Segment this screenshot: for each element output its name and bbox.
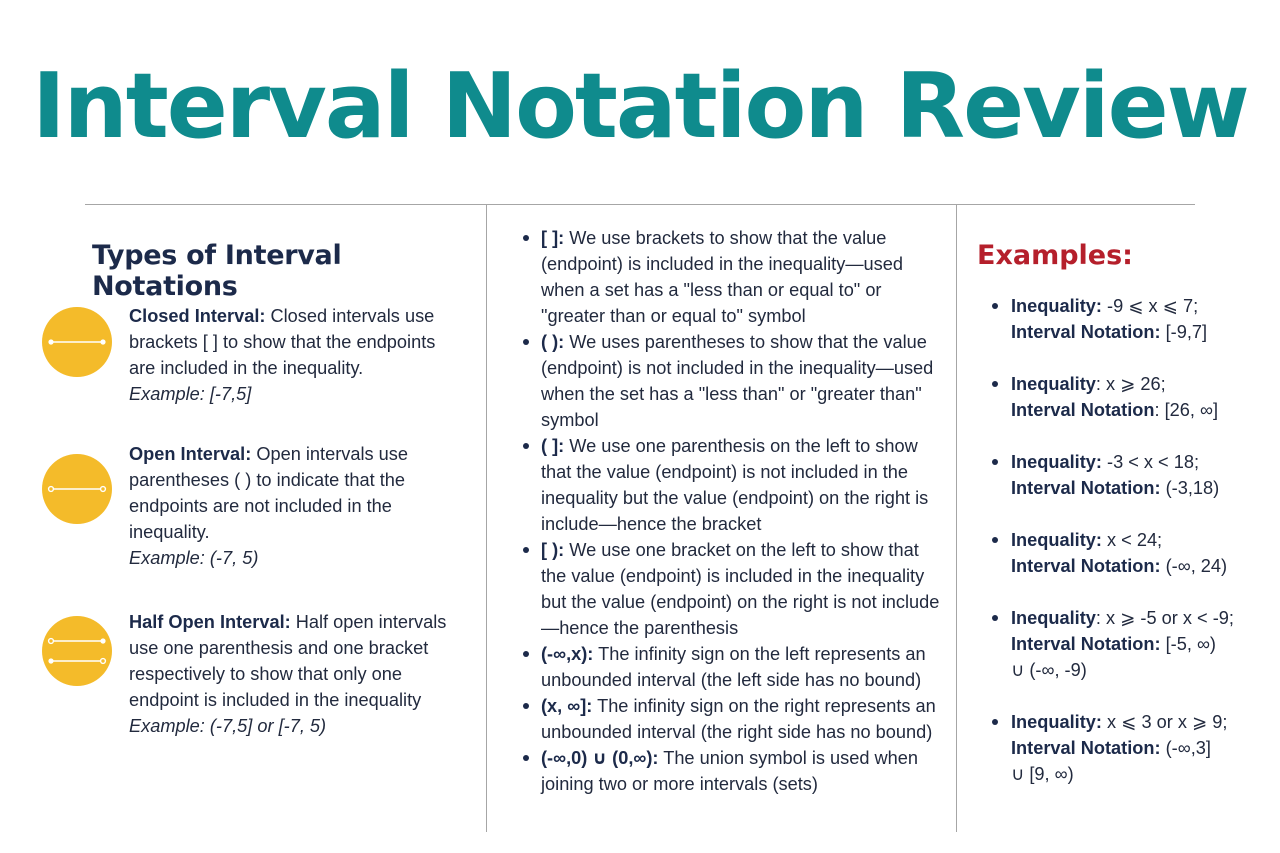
notation-explanation: The infinity sign on the left represents an unbounded interval (the left side has no bound) [541, 644, 926, 690]
examples-list [990, 293, 1270, 813]
half-open-interval-label: Half Open Interval: [129, 612, 291, 632]
notation-explanation: We uses parentheses to show that the value (endpoint) is not included in the inequality—used when the set has a "less than" or "greater than" symbol [541, 332, 934, 430]
notation-explanation: We use brackets to show that the value (endpoint) is included in the inequality—used when a set has a "less than or equal to" or "greater than or equal to" symbol [541, 228, 903, 326]
interval-notation-label: Interval Notation: [1011, 322, 1161, 342]
list-item [518, 693, 948, 745]
example-item [990, 293, 1270, 345]
types-heading: Types of Interval Notations [92, 240, 342, 302]
notation-explanation: We use one bracket on the left to show that the value (endpoint) is included in the inequality but the value (endpoint) on the right is not include—hence the parenthesis [541, 540, 940, 638]
list-item [518, 225, 948, 329]
open-interval-icon [42, 454, 112, 524]
example-item [990, 605, 1270, 683]
inequality-value: -3 < x < 18; [1101, 452, 1200, 472]
closed-interval-description [129, 303, 459, 407]
notation-symbol: [ ]: [541, 228, 565, 248]
example-item [990, 449, 1270, 501]
page-title: Interval Notation Review [32, 54, 1248, 159]
interval-notation-label: Interval Notation [1011, 400, 1155, 420]
inequality-value: -9 ⩽ x ⩽ 7; [1101, 296, 1199, 316]
inequality-value: x ⩽ 3 or x ⩾ 9; [1101, 712, 1228, 732]
examples-heading: Examples: [977, 240, 1133, 271]
title-divider [85, 204, 1195, 205]
half-open-interval-description [129, 609, 459, 739]
example-item [990, 527, 1270, 579]
inequality-label: Inequality: [1011, 712, 1102, 732]
list-item [518, 433, 948, 537]
list-item [518, 329, 948, 433]
open-interval-label: Open Interval: [129, 444, 252, 464]
list-item [518, 641, 948, 693]
half-open-interval-text: Half open intervals use one parenthesis and one bracket respectively to show that only one endpoint is included in the inequality [129, 612, 447, 710]
notation-symbol: ( ]: [541, 436, 565, 456]
example-item [990, 709, 1270, 787]
example-item [990, 371, 1270, 423]
notation-explanations-list [518, 225, 948, 797]
closed-interval-label: Closed Interval: [129, 306, 266, 326]
notation-symbol: [ ): [541, 540, 565, 560]
interval-notation-union: ∪ (-∞, -9) [1011, 660, 1087, 680]
interval-notation-label: Interval Notation: [1011, 634, 1161, 654]
open-interval-example: Example: (-7, 5) [129, 548, 259, 568]
open-interval-description [129, 441, 459, 571]
notation-symbol: (x, ∞]: [541, 696, 593, 716]
closed-interval-text: Closed intervals use brackets [ ] to show that the endpoints are included in the inequality. [129, 306, 436, 378]
interval-notation-union: ∪ [9, ∞) [1011, 764, 1074, 784]
inequality-value: x < 24; [1101, 530, 1163, 550]
inequality-label: Inequality: [1011, 452, 1102, 472]
inequality-label: Inequality [1011, 608, 1096, 628]
inequality-value: : x ⩾ -5 or x < -9; [1095, 608, 1234, 628]
notation-explanation: The union symbol is used when joining two or more intervals (sets) [541, 748, 918, 794]
interval-notation-value: (-∞,3] [1160, 738, 1211, 758]
notation-symbol: ( ): [541, 332, 565, 352]
half-open-interval-example: Example: (-7,5] or [-7, 5) [129, 716, 327, 736]
interval-notation-value: : [26, ∞] [1154, 400, 1219, 420]
list-item [518, 745, 948, 797]
list-item [518, 537, 948, 641]
half-open-interval-icon [42, 616, 112, 686]
column-divider-right [956, 205, 957, 832]
interval-notation-value: (-3,18) [1160, 478, 1220, 498]
inequality-value: : x ⩾ 26; [1095, 374, 1166, 394]
notation-symbol: (-∞,0) ∪ (0,∞): [541, 748, 659, 768]
interval-notation-value: (-∞, 24) [1160, 556, 1228, 576]
closed-interval-icon [42, 307, 112, 377]
interval-notation-label: Interval Notation: [1011, 556, 1161, 576]
inequality-label: Inequality: [1011, 296, 1102, 316]
notation-explanation: We use one parenthesis on the left to show that the value (endpoint) is not included in the inequality but the value (endpoint) on the right is include—hence the bracket [541, 436, 929, 534]
notation-explanation: The infinity sign on the right represents an unbounded interval (the right side has no bound) [541, 696, 936, 742]
column-divider-left [486, 205, 487, 832]
interval-notation-label: Interval Notation: [1011, 738, 1161, 758]
notation-symbol: (-∞,x): [541, 644, 594, 664]
interval-notation-label: Interval Notation: [1011, 478, 1161, 498]
open-interval-text: Open intervals use parentheses ( ) to indicate that the endpoints are not included in the inequality. [129, 444, 408, 542]
closed-interval-example: Example: [-7,5] [129, 384, 252, 404]
inequality-label: Inequality [1011, 374, 1096, 394]
interval-notation-value: [-5, ∞) [1160, 634, 1216, 654]
interval-notation-value: [-9,7] [1160, 322, 1208, 342]
inequality-label: Inequality: [1011, 530, 1102, 550]
